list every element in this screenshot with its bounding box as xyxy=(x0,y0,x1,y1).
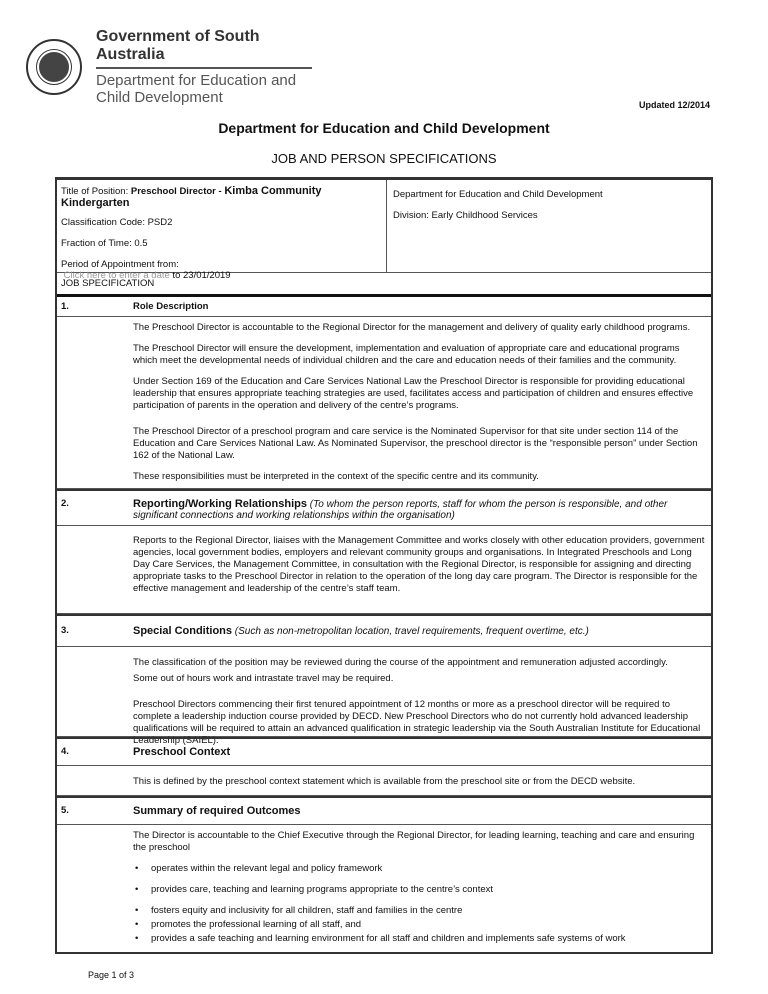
section-heading: Reporting/Working Relationships xyxy=(133,498,307,510)
bullet-item: • operates within the relevant legal and policy framework xyxy=(133,863,705,875)
bullet-item: • fosters equity and inclusivity for all children, staff and families in the centre xyxy=(133,905,705,917)
classification-code: Classification Code: PSD2 xyxy=(61,217,173,228)
paragraph: The Preschool Director is accountable to the Regional Director for the management and delivery of quality early childhood programs. xyxy=(133,322,691,333)
section-2-header xyxy=(57,489,711,526)
paragraph: The Director is accountable to the Chief Executive through the Regional Director, for leading learning, teaching and care and ensuring the preschool xyxy=(133,830,695,853)
fraction-of-time: Fraction of Time: 0.5 xyxy=(61,238,148,249)
paragraph: Preschool Directors commencing their first tenured appointment of 12 months or more as a preschool director will be required to complete a leadership induction course provided by DECD. New Preschool Directors who do not currently hold advanced leadership qualifications will be required to attain an advanced qualification in strategic leadership via the South Australian Institute for Educational Leadership (SAIEL). xyxy=(133,699,701,746)
page-number: Page 1 of 3 xyxy=(88,970,135,980)
date-picker-placeholder[interactable]: Click here to enter a date xyxy=(63,270,170,281)
section-1-body xyxy=(57,317,711,489)
paragraph: These responsibilities must be interpreted in the context of the specific centre and its community. xyxy=(133,471,539,482)
section-4-header xyxy=(57,737,711,766)
section-heading: Preschool Context xyxy=(133,746,231,758)
department-line-2: Child Development xyxy=(96,89,223,106)
section-4-body xyxy=(57,766,711,796)
section-number: 5. xyxy=(61,805,69,816)
bullet-item: • promotes the professional learning of all staff, and xyxy=(133,919,705,931)
title-value-a: Preschool Director - xyxy=(130,186,225,197)
department-name: Department for Education and Child Development xyxy=(393,189,603,200)
specification-table xyxy=(55,177,713,954)
paragraph: Reports to the Regional Director, liaises with the Management Committee and works closely with other education providers, government agencies, local government bodies, employers and relevant community groups and organisations. In Integrated Preschools and Long Day Care Services, the Management Committee, in consultation with the Regional Director, is responsible for assigning and directing appropriate tasks to the Preschool Director in relation to the operation of the long day care program. The Director is responsible for the effective management and leadership of the centre’s staff team. xyxy=(133,535,705,594)
document-subtitle: JOB AND PERSON SPECIFICATIONS xyxy=(271,151,497,166)
section-5-header xyxy=(57,796,711,825)
section-note: (To whom the person reports, staff for whom the person is responsible, and other significant connections and working relationships within the organisation) xyxy=(133,499,668,521)
bullet-item: • provides care, teaching and learning programs appropriate to the centre’s context xyxy=(133,884,705,896)
paragraph: The Preschool Director will ensure the development, implementation and evaluation of appropriate care and educational programs which meet the developmental needs of individual children and the care and education needs of their families and the community. xyxy=(133,343,680,366)
government-logo xyxy=(26,28,312,106)
section-5-body xyxy=(57,825,711,952)
paragraph: This is defined by the preschool context statement which is available from the preschool site or from the DECD website. xyxy=(133,776,636,787)
period-label: Period of Appointment from: xyxy=(61,259,179,270)
government-name: Government of South Australia xyxy=(96,28,312,69)
section-heading: Special Conditions xyxy=(133,625,233,637)
section-note: (Such as non-metropolitan location, travel requirements, frequent overtime, etc.) xyxy=(232,626,589,637)
title-label: Title of Position: xyxy=(61,186,131,197)
bullet-item: • provides a safe teaching and learning environment for all staff and children and implements safe systems of work xyxy=(133,933,705,945)
section-3-header xyxy=(57,614,711,647)
section-2-body xyxy=(57,526,711,614)
section-number: 2. xyxy=(61,498,69,509)
paragraph: Under Section 169 of the Education and Care Services National Law the Preschool Director is responsible for providing educational leadership that ensures appropriate teaching strategies are used, facilitates access and participation of children and ensures effective participation of parents in the operation and delivery of the centre’s programs. xyxy=(133,376,694,411)
position-details-row xyxy=(57,180,711,281)
section-heading: Role Description xyxy=(133,301,209,312)
division: Division: Early Childhood Services xyxy=(393,210,538,221)
updated-date: Updated 12/2014 xyxy=(638,100,710,110)
south-australia-seal-icon xyxy=(26,39,82,95)
section-number: 4. xyxy=(61,746,69,757)
paragraph: The classification of the position may be reviewed during the course of the appointment and remuneration adjusted accordingly. xyxy=(133,657,668,668)
section-number: 3. xyxy=(61,625,69,636)
department-line-1: Department for Education and xyxy=(96,72,297,89)
section-1-header xyxy=(57,297,711,317)
title-value-b: Kimba Community Kindergarten xyxy=(61,185,322,209)
job-specification-heading: JOB SPECIFICATION xyxy=(57,273,711,297)
paragraph: The Preschool Director of a preschool program and care service is the Nominated Supervisor for that site under section 114 of the Education and Care Services National Law. As Nominated Supervisor, the preschool director is the “responsible person” under Section 162 of the National Law. xyxy=(133,426,698,461)
section-heading: Summary of required Outcomes xyxy=(133,805,301,817)
document-title: Department for Education and Child Development xyxy=(218,120,550,136)
section-number: 1. xyxy=(61,301,69,312)
section-3-body xyxy=(57,647,711,746)
period-end-date: to 23/01/2019 xyxy=(169,270,231,281)
paragraph: Some out of hours work and intrastate travel may be required. xyxy=(133,673,394,684)
